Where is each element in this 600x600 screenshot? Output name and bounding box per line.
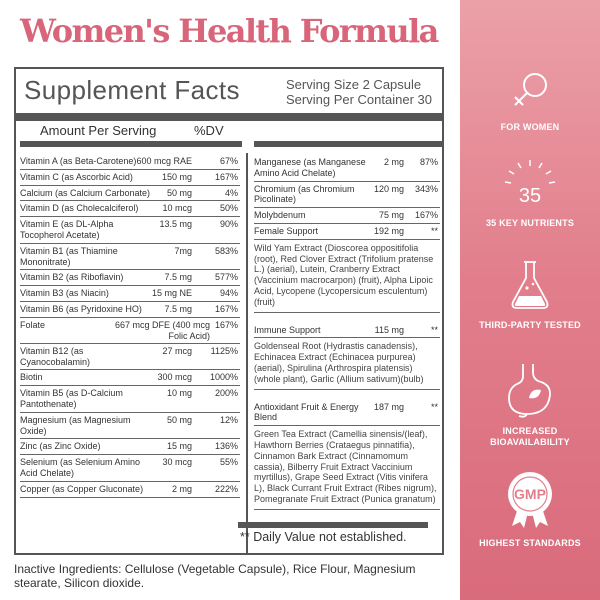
- nutrient-amount: 27 mcg: [162, 345, 192, 356]
- nutrient-row: [20, 439, 240, 455]
- feature-label: HIGHEST STANDARDS: [479, 538, 581, 548]
- nutrient-dv: 167%: [214, 171, 238, 182]
- nutrient-dv: 577%: [214, 272, 238, 283]
- nutrient-dv: 343%: [414, 183, 438, 194]
- right-nutrient-column: [254, 155, 440, 510]
- nutrient-amount: 10 mg: [166, 388, 192, 399]
- nutrient-amount: 10 mcg: [162, 203, 192, 214]
- nutrient-dv: 12%: [219, 414, 238, 425]
- nutrient-dv: 1000%: [209, 372, 238, 383]
- right-thick-divider: [254, 141, 442, 147]
- nutrient-row: [254, 323, 440, 339]
- nutrient-name: Vitamin B5 (as D-Calcium Pantothenate): [20, 388, 123, 409]
- nutrients-35-icon: [502, 158, 558, 210]
- nutrient-row: [20, 455, 240, 482]
- nutrient-name: Biotin: [20, 372, 43, 383]
- nutrient-amount: 600 mcg RAE: [136, 156, 192, 166]
- proprietary-blend: [254, 313, 440, 390]
- nutrient-amount: 13.5 mg: [159, 219, 192, 230]
- nutrient-amount: 2 mg: [383, 157, 404, 167]
- serving-info: [286, 77, 432, 107]
- nutrient-dv: **: [430, 225, 438, 236]
- nutrient-amount: 115 mg: [374, 324, 404, 335]
- nutrient-amount: 50 mg: [166, 414, 192, 425]
- nutrient-name: Vitamin C (as Ascorbic Acid): [20, 171, 133, 182]
- nutrient-dv: 50%: [219, 203, 238, 214]
- nutrient-row: [20, 244, 240, 271]
- nutrient-dv: 94%: [219, 288, 238, 299]
- nutrient-row: [20, 201, 240, 217]
- nutrient-dv: 167%: [214, 303, 238, 314]
- note-divider: [238, 522, 428, 528]
- nutrient-amount: 7.5 mg: [164, 303, 192, 314]
- nutrient-dv: 583%: [214, 245, 238, 256]
- nutrient-name: Vitamin B2 (as Riboflavin): [20, 272, 124, 283]
- nutrient-amount: 50 mg: [166, 187, 192, 198]
- nutrient-row: [20, 344, 240, 371]
- nutrient-name: Molybdenum: [254, 210, 306, 221]
- nutrient-row: [20, 413, 240, 440]
- dv-header: %DV: [194, 123, 224, 138]
- blend-ingredients: Goldenseal Root (Hydrastis canadensis), Echinacea Extract (Echinacea purpurea) (aerial), Spirulina (Arthrospira platensis) (whole plant), Garlic (Allium sativum)(bulb): [254, 341, 424, 384]
- nutrient-row: [20, 482, 240, 498]
- nutrient-amount: 7mg: [174, 245, 192, 256]
- facts-header: [16, 69, 442, 113]
- thick-divider: [16, 113, 442, 121]
- amount-header: Amount Per Serving: [40, 123, 157, 138]
- features-sidebar: [460, 0, 600, 600]
- gmp-text: GMP: [514, 486, 546, 502]
- nutrient-row: [20, 270, 240, 286]
- female-symbol-icon: [507, 68, 553, 114]
- nutrient-amount: 192 mg: [373, 225, 404, 236]
- nutrient-row: [20, 186, 240, 202]
- nutrient-row: [254, 182, 440, 209]
- servings-per-container: Serving Per Container 30: [286, 92, 432, 107]
- supplement-facts-panel: [14, 67, 444, 555]
- nutrient-row: [20, 370, 240, 386]
- nutrient-name: Calcium (as Calcium Carbonate): [20, 187, 151, 198]
- feature-label: INCREASED BIOAVAILABILITY: [490, 426, 570, 447]
- left-nutrient-column: [20, 154, 240, 498]
- nutrient-dv: 67%: [219, 156, 238, 166]
- left-thick-divider: [20, 141, 242, 147]
- nutrient-name: Chromium (as Chromium Picolinate): [254, 183, 355, 205]
- proprietary-blend: [254, 390, 440, 510]
- serving-size: Serving Size 2 Capsule: [286, 77, 422, 92]
- nutrient-row: [20, 318, 240, 344]
- nutrient-dv: 1125%: [210, 345, 238, 356]
- proprietary-blend: [254, 224, 440, 313]
- stomach-icon: [505, 362, 555, 418]
- nutrient-name: Magnesium (as Magnesium Oxide): [20, 414, 131, 436]
- nutrient-name: Vitamin B6 (as Pyridoxine HO): [20, 303, 142, 314]
- product-title: Women's Health Formula: [20, 12, 438, 50]
- blend-ingredients: Green Tea Extract (Camellia sinensis/(leaf), Hawthorn Berries (Crataegus pinnatifia), Cinnamon Bark Extract (Cinnamomum cassia), Bilberry Fruit Extract Vaccinium myrtillus), Grape Seed Extract (Vitis vinifera L), Black Currant Fruit Extract (Ribes nigrum), Pomegranate Fruit Extract (Punica granatum): [254, 429, 437, 504]
- column-divider: [246, 153, 248, 555]
- nutrient-dv: **: [430, 324, 438, 335]
- nutrient-dv: 136%: [214, 441, 238, 452]
- nutrient-dv: 4%: [224, 187, 238, 198]
- nutrient-name: Female Support: [254, 225, 319, 236]
- daily-value-note: ** Daily Value not established.: [240, 530, 407, 544]
- feature-bioavailability: [460, 362, 600, 448]
- nutrient-row: [20, 170, 240, 186]
- feature-key-nutrients: [460, 158, 600, 229]
- nutrient-amount: 667 mcg DFE (400 mcg Folic Acid): [114, 319, 210, 341]
- feature-highest-standards: [460, 468, 600, 549]
- nutrient-name: Zinc (as Zinc Oxide): [20, 441, 101, 452]
- nutrient-amount: 15 mg NE: [151, 288, 192, 299]
- nutrient-amount: 2 mg: [171, 483, 192, 494]
- nutrient-dv: 167%: [414, 210, 438, 221]
- nutrient-dv: 90%: [219, 219, 238, 230]
- nutrient-row: [254, 224, 440, 240]
- feature-third-party-tested: [460, 258, 600, 331]
- nutrient-row: [20, 286, 240, 302]
- nutrient-name: Vitamin D (as Cholecalciferol): [20, 203, 139, 214]
- inactive-ingredients: Inactive Ingredients: Cellulose (Vegetable Capsule), Rice Flour, Magnesium stearate, Silicon dioxide.: [14, 562, 416, 590]
- nutrient-dv: 222%: [214, 483, 238, 494]
- gmp-badge-icon: [500, 468, 560, 530]
- nutrient-dv: 167%: [214, 319, 238, 330]
- nutrient-dv: **: [430, 401, 438, 412]
- nutrient-amount: 187 mg: [373, 401, 404, 412]
- nutrient-row: [20, 386, 240, 413]
- facts-heading: Supplement Facts: [24, 75, 240, 105]
- nutrient-amount: 7.5 mg: [164, 272, 192, 283]
- nutrient-row: [20, 154, 240, 170]
- nutrient-amount: 30 mcg: [162, 457, 192, 468]
- nutrient-row: [20, 217, 240, 244]
- feature-for-women: [460, 68, 600, 133]
- feature-label: THIRD-PARTY TESTED: [479, 320, 581, 330]
- flask-icon: [505, 258, 555, 312]
- nutrient-row: [254, 208, 440, 224]
- feature-label: FOR WOMEN: [500, 122, 560, 132]
- nutrient-name: Vitamin E (as DL-Alpha Tocopherol Acetate): [20, 219, 114, 240]
- nutrient-amount: 75 mg: [378, 210, 404, 221]
- nutrient-name: Vitamin A (as Beta-Carotene): [20, 156, 137, 166]
- nutrient-dv: 87%: [419, 157, 438, 167]
- nutrient-row: [254, 400, 440, 427]
- nutrient-name: Vitamin B3 (as Niacin): [20, 288, 109, 299]
- nutrient-name: Selenium (as Selenium Amino Acid Chelate): [20, 457, 141, 478]
- blend-ingredients: Wild Yam Extract (Dioscorea oppositifolia (root), Red Clover Extract (Trifolium pratense L.) (aerial), Lutein, Cranberry Extract (Vaccinium macrocarpon) (fruit), Alpha Lipoic Acid, Lycopene (Lycopersicum esculentum) (fruit): [254, 242, 434, 307]
- nutrient-amount: 150 mg: [161, 171, 192, 182]
- nutrient-name: Vitamin B1 (as Thiamine Mononitrate): [20, 245, 118, 267]
- nutrient-amount: 15 mg: [166, 441, 192, 452]
- nutrient-amount: 300 mcg: [157, 372, 192, 383]
- nutrient-dv: 55%: [219, 457, 238, 468]
- nutrient-name: Vitamin B12 (as Cyanocobalamin): [20, 345, 91, 367]
- feature-label: 35 KEY NUTRIENTS: [485, 218, 575, 228]
- nutrient-dv: 200%: [214, 388, 238, 399]
- nutrient-name: Manganese (as Manganese Amino Acid Chelate): [254, 157, 366, 178]
- nutrient-amount: 120 mg: [373, 183, 404, 194]
- nutrient-name: Copper (as Copper Gluconate): [20, 483, 144, 494]
- nutrient-count: 35: [518, 185, 542, 207]
- nutrient-name: Folate: [20, 319, 46, 330]
- nutrient-name: Antioxidant Fruit & Energy Blend: [254, 401, 359, 423]
- nutrient-row: [20, 302, 240, 318]
- nutrient-name: Immune Support: [254, 324, 321, 335]
- nutrient-row: [254, 155, 440, 182]
